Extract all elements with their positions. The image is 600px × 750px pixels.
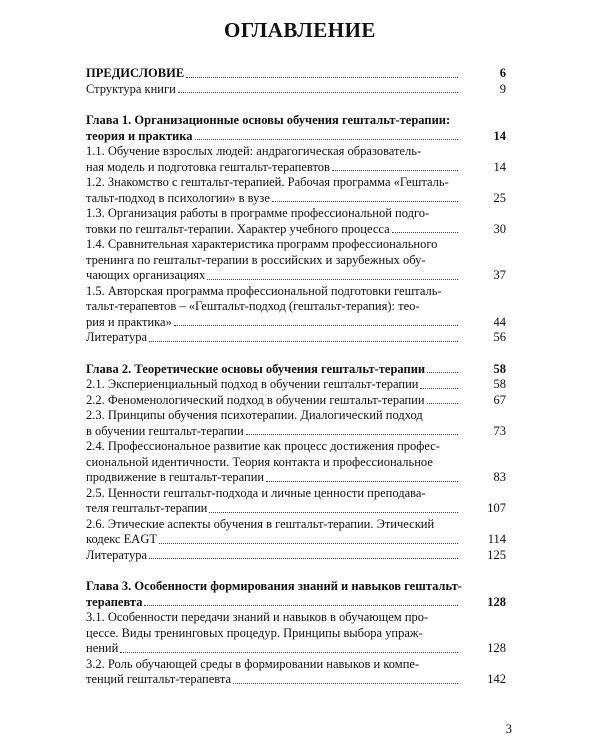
toc-page-number: 73 (493, 423, 506, 438)
toc-line (86, 330, 506, 346)
toc-line (86, 206, 506, 222)
toc-line (86, 641, 506, 657)
toc-line-text: цессе. Виды тренинговых процедур. Принципы выбора упраж- (86, 625, 423, 640)
toc-line-text: тальт-терапевтов – «Гештальт-подход (гештальт-терапия): тео- (86, 299, 420, 313)
toc-line-text: продвижение в гештальт-терапии (86, 470, 265, 484)
page-title: ОГЛАВЛЕНИЕ (224, 18, 376, 42)
toc-page-number: 56 (493, 330, 506, 344)
toc-entry-2-5 (86, 486, 506, 517)
toc-line-text: кодекс EAGT (86, 532, 157, 546)
toc-entry-chapter-2 (86, 362, 506, 378)
dot-leader (149, 558, 458, 559)
toc-line (86, 82, 506, 98)
toc-page-number: 25 (493, 190, 506, 205)
toc-line (86, 315, 506, 331)
toc-line-text: 1.4. Сравнительная характеристика программ профессионального (86, 237, 438, 251)
dot-leader (144, 605, 458, 606)
toc-entry-book-structure (86, 82, 506, 98)
toc-line-text: сиональной идентичности. Теория контакта и профессиональное (86, 454, 433, 469)
toc-entry-chapter-3 (86, 579, 506, 610)
dot-leader (392, 232, 458, 233)
toc-entry-3-2 (86, 657, 506, 688)
dot-leader (246, 434, 458, 435)
toc-line (86, 393, 506, 409)
toc-line-text: 2.5. Ценности гештальт-подхода и личные ценности преподава- (86, 485, 426, 500)
dot-leader (266, 481, 458, 482)
toc-entry-1-5 (86, 284, 506, 331)
toc-line (86, 486, 506, 502)
toc-line-text: 1.2. Знакомство с гештальт-терапией. Рабочая программа «Гешталь- (86, 175, 449, 189)
toc-entry-1-4 (86, 237, 506, 284)
toc-page-number: 58 (493, 377, 506, 391)
toc-page-number: 14 (493, 128, 506, 143)
toc-page-number: 9 (499, 81, 506, 96)
toc-entry-2-4 (86, 439, 506, 486)
toc-line (86, 222, 506, 238)
toc-entry-3-1 (86, 610, 506, 657)
toc-line-text: Глава 3. Особенности формирования знаний и навыков гештальт- (86, 579, 462, 593)
toc-line-text: нений (86, 641, 119, 655)
toc-page-number: 128 (487, 641, 506, 655)
toc-line (86, 532, 506, 548)
toc-page-number: 128 (487, 594, 506, 609)
toc-entry-1-2 (86, 175, 506, 206)
section-gap (86, 346, 506, 362)
dot-leader (174, 325, 458, 326)
toc-line-text: ПРЕДИСЛОВИЕ (86, 66, 185, 80)
toc-entry-2-2 (86, 393, 506, 409)
toc-line (86, 144, 506, 160)
dot-leader (233, 683, 458, 684)
toc-line (86, 175, 506, 191)
toc-line (86, 501, 506, 517)
dot-leader (120, 652, 458, 653)
dot-leader (178, 92, 458, 93)
toc-page-number: 114 (487, 532, 506, 546)
toc-line-text: теория и практика (86, 128, 193, 143)
toc-line (86, 439, 506, 455)
toc-page-number: 125 (487, 547, 506, 562)
toc-page-number: 6 (499, 66, 506, 80)
toc-line-text: чающих организациях (86, 268, 206, 282)
dot-leader (149, 341, 458, 342)
toc-line-text: тальт-подход в психологии» в вузе (86, 190, 270, 205)
toc-line (86, 455, 506, 471)
toc-page-number: 14 (493, 159, 506, 174)
toc-line (86, 129, 506, 145)
toc-line-text: терапевта (86, 594, 143, 609)
section-gap (86, 563, 506, 579)
toc-entry-2-6 (86, 517, 506, 548)
toc-line (86, 517, 506, 533)
toc-page-number: 37 (493, 268, 506, 282)
toc-page-number: 44 (493, 314, 506, 329)
toc-entry-1-3 (86, 206, 506, 237)
toc-line (86, 470, 506, 486)
dot-leader (427, 372, 458, 373)
toc-line (86, 408, 506, 424)
dot-leader (159, 543, 458, 544)
toc-line (86, 253, 506, 269)
toc-line-text: Литература (86, 330, 147, 344)
toc-line-text: рия и практика» (86, 314, 172, 329)
table-of-contents (86, 66, 506, 688)
toc-line (86, 237, 506, 253)
toc-line (86, 284, 506, 300)
toc-line (86, 595, 506, 611)
toc-page-number: 30 (493, 221, 506, 236)
toc-line (86, 299, 506, 315)
dot-leader (207, 279, 458, 280)
toc-line (86, 610, 506, 626)
toc-line-text: Литература (86, 547, 147, 562)
toc-line-text: товки по гештальт-терапии. Характер учебного процесса (86, 221, 390, 236)
toc-line (86, 362, 506, 378)
toc-line-text: теля гештальт-терапии (86, 501, 208, 515)
toc-line-text: в обучении гештальт-терапии (86, 423, 244, 438)
toc-line-text: 3.2. Роль обучающей среды в формировании навыков и компе- (86, 656, 420, 671)
toc-line-text: Структура книги (86, 81, 176, 96)
toc-entry-2-1 (86, 377, 506, 393)
dot-leader (186, 77, 458, 78)
toc-line-text: 2.6. Этические аспекты обучения в гештальт-терапии. Этический (86, 516, 435, 531)
toc-page-number: 83 (493, 470, 506, 484)
toc-line-text: тренинга по гештальт-терапии в российских и зарубежных обу- (86, 252, 426, 267)
toc-line (86, 160, 506, 176)
toc-line-text: 2.1. Экспериенциальный подход в обучении гештальт-терапии (86, 377, 419, 391)
toc-line (86, 579, 506, 595)
dot-leader (420, 388, 458, 389)
toc-line-text: 1.3. Организация работы в программе профессиональной подго- (86, 206, 430, 220)
toc-line (86, 657, 506, 673)
toc-line-text: 1.5. Авторская программа профессиональной подготовки гешталь- (86, 283, 442, 298)
dot-leader (427, 403, 458, 404)
toc-line (86, 672, 506, 688)
toc-entry-ch1-literature (86, 330, 506, 346)
toc-line (86, 66, 506, 82)
toc-line-text: Глава 2. Теоретические основы обучения гештальт-терапии (86, 361, 426, 376)
toc-line (86, 113, 506, 129)
section-gap (86, 97, 506, 113)
toc-entry-chapter-1 (86, 113, 506, 144)
dot-leader (195, 139, 458, 140)
toc-page-number: 67 (493, 392, 506, 407)
dot-leader (209, 512, 458, 513)
toc-entry-ch2-literature (86, 548, 506, 564)
toc-line (86, 424, 506, 440)
toc-line-text: ная модель и подготовка гештальт-терапевтов (86, 159, 330, 174)
toc-line-text: 3.1. Особенности передачи знаний и навыков в обучающем про- (86, 610, 429, 624)
dot-leader (332, 170, 458, 171)
toc-line (86, 377, 506, 393)
toc-page-number: 142 (487, 672, 506, 686)
toc-line-text: тенций гештальт-терапевта (86, 672, 232, 686)
toc-line (86, 268, 506, 284)
toc-line (86, 626, 506, 642)
page-number: 3 (505, 722, 512, 736)
toc-line-text: 2.2. Феноменологический подход в обучении гештальт-терапии (86, 392, 425, 407)
toc-line-text: 2.4. Профессиональное развитие как процесс достижения профес- (86, 439, 440, 453)
toc-page-number: 107 (487, 501, 506, 515)
toc-line (86, 548, 506, 564)
toc-line-text: 2.3. Принципы обучения психотерапии. Диалогический подход (86, 408, 423, 422)
toc-line (86, 191, 506, 207)
toc-entry-preface (86, 66, 506, 82)
toc-line-text: 1.1. Обучение взрослых людей: андрагогическая образователь- (86, 144, 422, 158)
toc-page-number: 58 (493, 361, 506, 376)
toc-entry-1-1 (86, 144, 506, 175)
toc-entry-2-3 (86, 408, 506, 439)
dot-leader (272, 201, 458, 202)
toc-line-text: Глава 1. Организационные основы обучения гештальт-терапии: (86, 113, 451, 127)
